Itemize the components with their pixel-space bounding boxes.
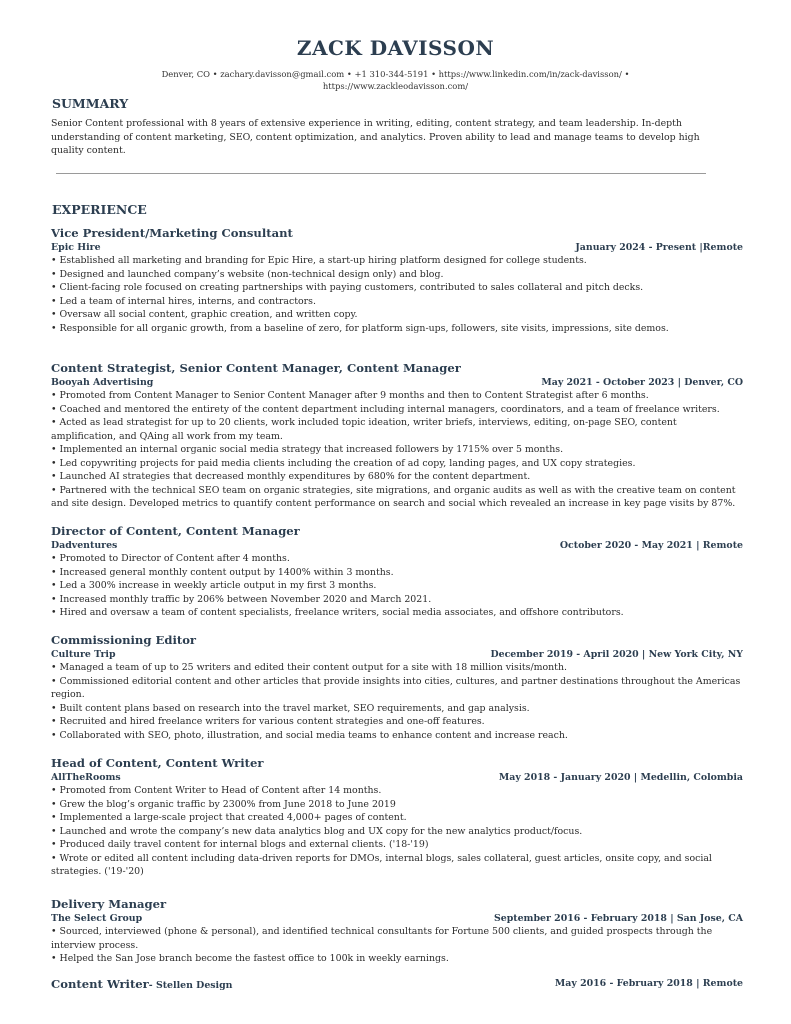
- bullet-item: • Recruited and hired freelance writers for various content strategies and one-off features.: [51, 715, 743, 729]
- job-entry: [51, 756, 743, 879]
- job-dates: September 2016 - February 2018 | San Jose, CA: [493, 913, 743, 924]
- bullet-item: • Promoted to Director of Content after 4 months.: [51, 552, 743, 566]
- job-title: Commissioning Editor: [51, 633, 197, 647]
- bullet-item: • Collaborated with SEO, photo, illustration, and social media teams to enhance content and increase reach.: [51, 729, 743, 743]
- summary-text: Senior Content professional with 8 years of extensive experience in writing, editing, content strategy, and team leadership. In-depth understanding of content marketing, SEO, content optimization, and analytics. Proven ability to lead and manage teams to develop high quality content.: [51, 118, 700, 156]
- company-name: - Stellen Design: [148, 980, 233, 991]
- bullet-item: • Designed and launched company’s website (non-technical design only) and blog.: [51, 268, 743, 282]
- bullet-item: • Wrote or edited all content including data-driven reports for DMOs, internal blogs, sales collateral, guest articles, onsite copy, and social strategies. ('19-'20): [51, 852, 743, 879]
- bullet-item: • Coached and mentored the entirety of the content department including internal managers, coordinators, and a team of freelance writers.: [51, 403, 743, 417]
- job-entry: [51, 897, 743, 966]
- bullet-item: • Responsible for all organic growth, from a baseline of zero, for platform sign-ups, followers, site visits, impressions, site demos.: [51, 322, 743, 336]
- bullet-item: • Promoted from Content Manager to Senior Content Manager after 9 months and then to Content Strategist after 6 months.: [51, 389, 743, 403]
- job-bullets: [51, 552, 743, 620]
- bullet-item: • Commissioned editorial content and other articles that provide insights into cities, cultures, and partner destinations throughout the Americas region.: [51, 675, 743, 702]
- bullet-item: • Promoted from Content Writer to Head of Content after 14 months.: [51, 784, 743, 798]
- job-dates: January 2024 - Present |Remote: [575, 242, 743, 253]
- job-dates: October 2020 - May 2021 | Remote: [559, 540, 743, 551]
- job-bullets: [51, 925, 743, 966]
- bullet-item: • Hired and oversaw a team of content specialists, freelance writers, social media associates, and offshore contributors.: [51, 606, 743, 620]
- bullet-item: • Implemented an internal organic social media strategy that increased followers by 1715% over 5 months.: [51, 443, 743, 457]
- bullet-item: • Increased monthly traffic by 206% between November 2020 and March 2021.: [51, 593, 743, 607]
- experience-heading: EXPERIENCE: [52, 202, 147, 217]
- job-meta: [51, 912, 743, 925]
- job-meta: [51, 376, 743, 389]
- bullet-item: • Built content plans based on research into the travel market, SEO requirements, and gap analysis.: [51, 702, 743, 716]
- bullet-item: • Implemented a large-scale project that created 4,000+ pages of content.: [51, 811, 743, 825]
- bullet-item: • Helped the San Jose branch become the fastest office to 100k in weekly earnings.: [51, 952, 743, 966]
- bullet-item: • Client-facing role focused on creating partnerships with paying customers, contributed to sales collateral and pitch decks.: [51, 281, 743, 295]
- bullet-item: • Partnered with the technical SEO team on organic strategies, site migrations, and organic audits as well as with the creative team on content and site design. Developed metrics to quantify content performance on search and social which revealed an increase in key page visits by 87%.: [51, 484, 743, 511]
- bullet-item: • Produced daily travel content for internal blogs and external clients. ('18-'19): [51, 838, 743, 852]
- section-divider: [56, 173, 706, 174]
- bullet-item: • Established all marketing and branding for Epic Hire, a start-up hiring platform designed for college students.: [51, 254, 743, 268]
- job-meta: [51, 241, 743, 254]
- job-entry: [51, 361, 743, 511]
- bullet-item: • Launched and wrote the company’s new data analytics blog and UX copy for the new analytics product/focus.: [51, 825, 743, 839]
- bullet-item: • Grew the blog’s organic traffic by 2300% from June 2018 to June 2019: [51, 798, 743, 812]
- job-title-text: Content Writer: [51, 977, 149, 991]
- job-dates: December 2019 - April 2020 | New York City, NY: [490, 649, 743, 660]
- job-title: Director of Content, Content Manager: [51, 524, 300, 538]
- company-name: AllTheRooms: [51, 772, 121, 783]
- company-name: Booyah Advertising: [51, 377, 154, 388]
- job-entry: [51, 524, 743, 620]
- job-meta: [51, 771, 743, 784]
- job-bullets: [51, 254, 743, 335]
- job-meta: [51, 539, 743, 552]
- job-bullets: [51, 661, 743, 742]
- bullet-item: • Oversaw all social content, graphic creation, and written copy.: [51, 308, 743, 322]
- contact-line-2: https://www.zackleodavisson.com/: [322, 81, 469, 91]
- bullet-item: • Sourced, interviewed (phone & personal), and identified technical consultants for Fortune 500 clients, and guided prospects through the interview process.: [51, 925, 743, 952]
- job-bullets: [51, 389, 743, 511]
- bullet-item: • Led a 300% increase in weekly article output in my first 3 months.: [51, 579, 743, 593]
- summary-heading: SUMMARY: [52, 96, 129, 111]
- job-dates: May 2016 - February 2018 | Remote: [554, 978, 743, 989]
- job-title: Delivery Manager: [51, 897, 167, 911]
- job-bullets: [51, 784, 743, 879]
- contact-line-1: Denver, CO • zachary.davisson@gmail.com • +1 310-344-5191 • https://www.linkedin.com/in/zack-davisson/ •: [161, 69, 630, 79]
- candidate-name: ZACK DAVISSON: [296, 36, 495, 60]
- job-dates: May 2018 - January 2020 | Medellin, Colombia: [498, 772, 743, 783]
- bullet-item: • Led a team of internal hires, interns, and contractors.: [51, 295, 743, 309]
- job-title: Content Strategist, Senior Content Manager, Content Manager: [51, 361, 461, 375]
- bullet-item: • Led copywriting projects for paid media clients including the creation of ad copy, landing pages, and UX copy strategies.: [51, 457, 743, 471]
- company-name: Dadventures: [51, 540, 118, 551]
- job-entry: [51, 226, 743, 335]
- company-name: Culture Trip: [51, 649, 116, 660]
- company-name: The Select Group: [51, 913, 143, 924]
- bullet-item: • Acted as lead strategist for up to 20 clients, work included topic ideation, writer briefs, interviews, editing, on-page SEO, content amplification, and QAing all work from my team.: [51, 416, 743, 443]
- job-title: Vice President/Marketing Consultant: [51, 226, 293, 240]
- job-dates: May 2021 - October 2023 | Denver, CO: [541, 377, 743, 388]
- bullet-item: • Increased general monthly content output by 1400% within 3 months.: [51, 566, 743, 580]
- bullet-item: • Managed a team of up to 25 writers and edited their content output for a site with 18 million visits/month.: [51, 661, 743, 675]
- company-name: Epic Hire: [51, 242, 101, 253]
- bullet-item: • Launched AI strategies that decreased monthly expenditures by 680% for the content department.: [51, 470, 743, 484]
- contact-info: [140, 68, 651, 92]
- job-title: [51, 977, 233, 992]
- job-meta: [51, 648, 743, 661]
- job-entry: [51, 977, 743, 992]
- job-title: Head of Content, Content Writer: [51, 756, 264, 770]
- job-entry: [51, 633, 743, 742]
